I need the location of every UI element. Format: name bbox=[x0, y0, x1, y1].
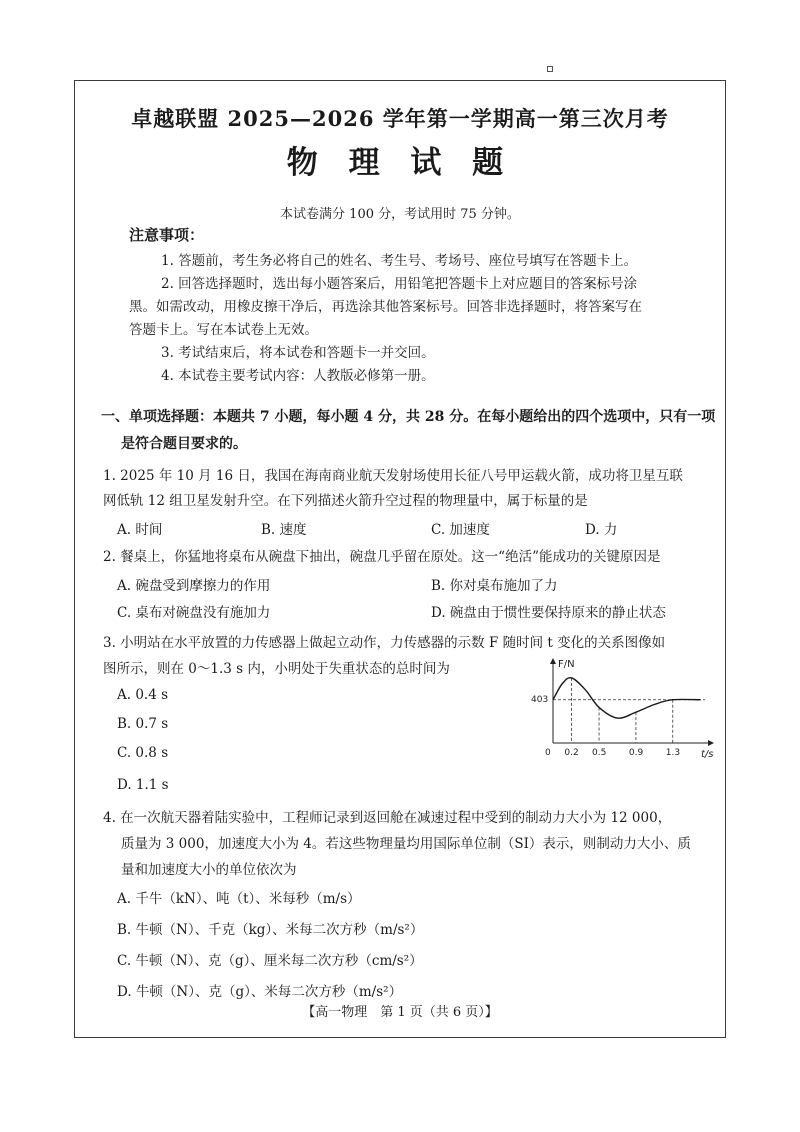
y-axis-label: F/N bbox=[558, 659, 575, 670]
question-2-text: 2. 餐桌上，你猛地将桌布从碗盘下抽出，碗盘几乎留在原处。这一“绝活”能成功的关键原因是 bbox=[103, 549, 661, 565]
x-tick-label: 0.9 bbox=[628, 748, 644, 758]
q2-option-b[interactable]: B. 你对桌布施加了力 bbox=[431, 578, 558, 594]
x-axis-label: t/s bbox=[701, 749, 714, 760]
notice-line: 2. 回答选择题时，选出每小题答案后，用铅笔把答题卡上对应题目的答案标号涂 bbox=[161, 276, 638, 292]
x-tick-label: 0.2 bbox=[564, 748, 579, 758]
notice-line: 1. 答题前，考生务必将自己的姓名、考生号、考场号、座位号填写在答题卡上。 bbox=[161, 253, 638, 269]
q3-option-a[interactable]: A. 0.4 s bbox=[117, 687, 169, 703]
y-tick-label: 403 bbox=[531, 695, 549, 705]
section-heading: 一、单项选择题：本题共 7 小题，每小题 4 分，共 28 分。在每小题给出的四个选项中，只有一项 bbox=[101, 409, 716, 425]
q3-option-b[interactable]: B. 0.7 s bbox=[117, 716, 169, 732]
q2-option-c[interactable]: C. 桌布对碗盘没有施加力 bbox=[117, 605, 271, 621]
q1-option-b[interactable]: B. 速度 bbox=[261, 522, 307, 538]
notice-line: 黑。如需改动，用橡皮擦干净后，再选涂其他答案标号。回答非选择题时，将答案写在 bbox=[129, 299, 642, 315]
x-tick-label: 1.3 bbox=[665, 748, 681, 758]
notice-heading: 注意事项： bbox=[129, 226, 205, 244]
q1-option-c[interactable]: C. 加速度 bbox=[431, 522, 490, 538]
q4-option-a[interactable]: A. 千牛（kN）、吨（t）、米每秒（m/s） bbox=[117, 891, 361, 907]
q2-option-d[interactable]: D. 碗盘由于惯性要保持原来的静止状态 bbox=[431, 605, 666, 621]
subject-title: 物 理 试 题 bbox=[286, 145, 514, 181]
x-tick-label: 0.5 bbox=[592, 748, 607, 758]
question-4-text: 量和加速度大小的单位依次为 bbox=[121, 862, 297, 878]
question-1-text: 1. 2025 年 10 月 16 日，我国在海南商业航天发射场使用长征八号甲运载火箭，成功将卫星互联 bbox=[103, 468, 683, 484]
notice-line: 4. 本试卷主要考试内容：人教版必修第一册。 bbox=[161, 368, 435, 384]
q1-option-a[interactable]: A. 时间 bbox=[117, 522, 163, 538]
question-3-text: 3. 小明站在水平放置的力传感器上做起立动作，力传感器的示数 F 随时间 t 变化的关系图像如 bbox=[103, 635, 666, 651]
q3-option-c[interactable]: C. 0.8 s bbox=[117, 745, 169, 761]
question-1-text: 网低轨 12 组卫星发射升空。在下列描述火箭升空过程的物理量中，属于标量的是 bbox=[103, 493, 588, 509]
q1-option-d[interactable]: D. 力 bbox=[585, 522, 618, 538]
page-footer: 【高一物理 第 1 页（共 6 页）】 bbox=[302, 1005, 498, 1020]
question-3-text: 图所示，则在 0～1.3 s 内，小明处于失重状态的总时间为 bbox=[103, 661, 450, 677]
origin-label: 0 bbox=[545, 748, 551, 758]
section-heading-cont: 是符合题目要求的。 bbox=[121, 436, 247, 452]
corner-mark bbox=[547, 66, 553, 72]
q4-option-b[interactable]: B. 牛顿（N）、千克（kg）、米每二次方秒（m/s²） bbox=[117, 922, 424, 938]
q3-option-d[interactable]: D. 1.1 s bbox=[117, 777, 169, 793]
notice-line: 3. 考试结束后，将本试卷和答题卡一并交回。 bbox=[161, 345, 435, 361]
question-4-text: 质量为 3 000，加速度大小为 4。若这些物理量均用国际单位制（SI）表示，则制动力大小、质 bbox=[121, 836, 691, 852]
question-4-text: 4. 在一次航天器着陆实验中，工程师记录到返回舱在减速过程中受到的制动力大小为 12 000， bbox=[103, 810, 672, 826]
force-time-chart bbox=[523, 651, 723, 761]
notice-line: 答题卡上。写在本试卷上无效。 bbox=[129, 322, 318, 338]
exam-page bbox=[74, 80, 726, 1038]
q4-option-d[interactable]: D. 牛顿（N）、克（g）、米每二次方秒（m/s²） bbox=[117, 984, 403, 1000]
q2-option-a[interactable]: A. 碗盘受到摩擦力的作用 bbox=[117, 578, 271, 594]
exam-title: 卓越联盟 2025—2026 学年第一学期高一第三次月考 bbox=[131, 106, 669, 131]
q4-option-c[interactable]: C. 牛顿（N）、克（g）、厘米每二次方秒（cm/s²） bbox=[117, 953, 423, 969]
score-note: 本试卷满分 100 分，考试用时 75 分钟。 bbox=[280, 207, 520, 222]
force-curve bbox=[553, 678, 700, 719]
